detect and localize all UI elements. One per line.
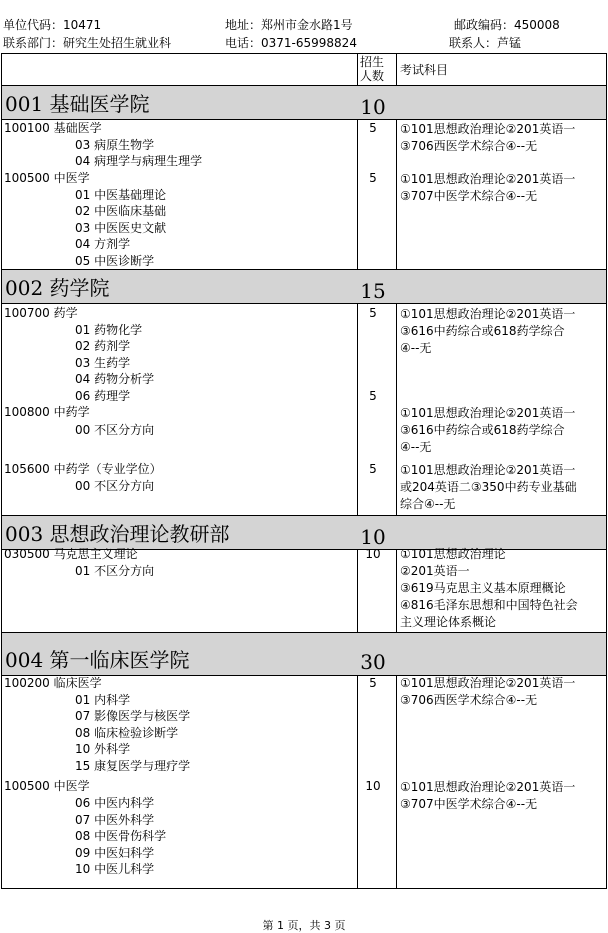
section-header	[2, 85, 606, 120]
exam-subjects: ①101思想政治理论②201英语一 ③616中药综合或618药学综合 ④--无	[400, 406, 576, 454]
direction-item: 09 中医妇科学	[75, 845, 155, 860]
exam-subjects: ①101思想政治理论②201英语一 ③706西医学术综合④--无	[400, 122, 576, 153]
direction-item: 07 影像医学与核医学	[75, 709, 191, 723]
major-quota: 5	[369, 462, 377, 476]
page-footer: 第 1 页，共 3 页	[262, 919, 346, 932]
direction-item: 04 病理学与病理生理学	[75, 154, 203, 168]
address: 地址：郑州市金水路1号	[225, 18, 353, 32]
exam-subjects: ①101思想政治理论②201英语一 或204英语二③350中药专业基础 综合④--无	[400, 463, 577, 511]
section-name: 003 思想政治理论教研部	[5, 522, 230, 546]
major-quota: 5	[369, 171, 377, 185]
phone: 电话：0371-65998824	[225, 36, 357, 50]
section-header	[2, 632, 606, 676]
major-quota: 5	[369, 676, 377, 690]
direction-item: 08 中医骨伤科学	[75, 829, 167, 843]
exam-header: 考试科目	[400, 63, 449, 77]
enrollment-table	[1, 53, 607, 889]
direction-item: 05 中医诊断学	[75, 253, 155, 268]
section-name: 004 第一临床医学院	[5, 648, 190, 672]
direction-item: 06 中医内科学	[75, 796, 155, 810]
direction-item: 10 中医儿科学	[75, 862, 155, 876]
direction-item: 10 外科学	[75, 742, 131, 756]
major-name: 100500 中医学	[4, 779, 90, 793]
direction-item: 01 中医基础理论	[75, 187, 167, 202]
exam-subjects: ①101思想政治理论②201英语一 ③616中药综合或618药学综合 ④--无	[400, 307, 576, 355]
section-total: 10	[360, 525, 386, 549]
major-name: 030500 马克思主义理论	[4, 547, 138, 561]
direction-item: 00 不区分方向	[75, 423, 155, 437]
section-total: 10	[360, 95, 386, 119]
direction-item: 03 病原生物学	[75, 137, 155, 152]
direction-item: 03 中医医史文献	[75, 220, 167, 235]
major-name: 105600 中药学（专业学位）	[4, 462, 162, 476]
direction-item: 02 药剂学	[75, 339, 131, 353]
direction-item: 03 生药学	[75, 355, 131, 370]
column-divider	[396, 54, 397, 888]
contact-person: 联系人：芦锰	[449, 36, 522, 50]
direction-item: 00 不区分方向	[75, 478, 155, 493]
section-name: 002 药学院	[5, 276, 110, 300]
unit-code: 单位代码：10471	[3, 18, 102, 32]
major-name: 100100 基础医学	[4, 121, 102, 135]
section-name: 001 基础医学院	[5, 92, 150, 116]
section-header	[2, 269, 606, 304]
section-total: 30	[360, 650, 386, 674]
major-name: 100700 药学	[4, 306, 78, 320]
direction-item: 01 药物化学	[75, 322, 143, 337]
exam-subjects: ①101思想政治理论 ②201英语一 ③619马克思主义基本原理概论 ④816毛泽东思想和中国特色社会 主义理论体系概论	[400, 547, 578, 629]
direction-item: 02 中医临床基础	[75, 204, 167, 218]
direction-item: 04 药物分析学	[75, 372, 155, 386]
direction-item: 01 不区分方向	[75, 564, 155, 578]
major-name: 100500 中医学	[4, 171, 90, 185]
direction-item: 08 临床检验诊断学	[75, 725, 179, 740]
major-name: 100800 中药学	[4, 405, 90, 419]
quota-header-line2: 人数	[360, 69, 385, 83]
postcode: 邮政编码：450008	[454, 18, 560, 32]
direction-item: 15 康复医学与理疗学	[75, 758, 191, 773]
major-name: 100200 临床医学	[4, 676, 102, 690]
exam-subjects: ①101思想政治理论②201英语一 ③707中医学术综合④--无	[400, 172, 576, 203]
exam-subjects: ①101思想政治理论②201英语一 ③706西医学术综合④--无	[400, 676, 576, 707]
major-quota: 5	[369, 121, 377, 135]
quota-header-line1: 招生	[360, 55, 385, 69]
major-quota: 10	[365, 547, 381, 561]
major-quota: 5	[369, 306, 377, 320]
direction-item: 04 方剂学	[75, 237, 131, 251]
direction-item: 06 药理学	[75, 388, 131, 403]
direction-item: 01 内科学	[75, 692, 131, 707]
direction-item: 07 中医外科学	[75, 812, 155, 827]
contact-department: 联系部门：研究生处招生就业科	[3, 36, 172, 50]
section-header	[2, 515, 606, 550]
exam-subjects: ①101思想政治理论②201英语一 ③707中医学术综合④--无	[400, 780, 576, 811]
major-quota: 5	[369, 388, 377, 403]
major-quota: 10	[365, 779, 381, 793]
section-total: 15	[360, 279, 386, 303]
